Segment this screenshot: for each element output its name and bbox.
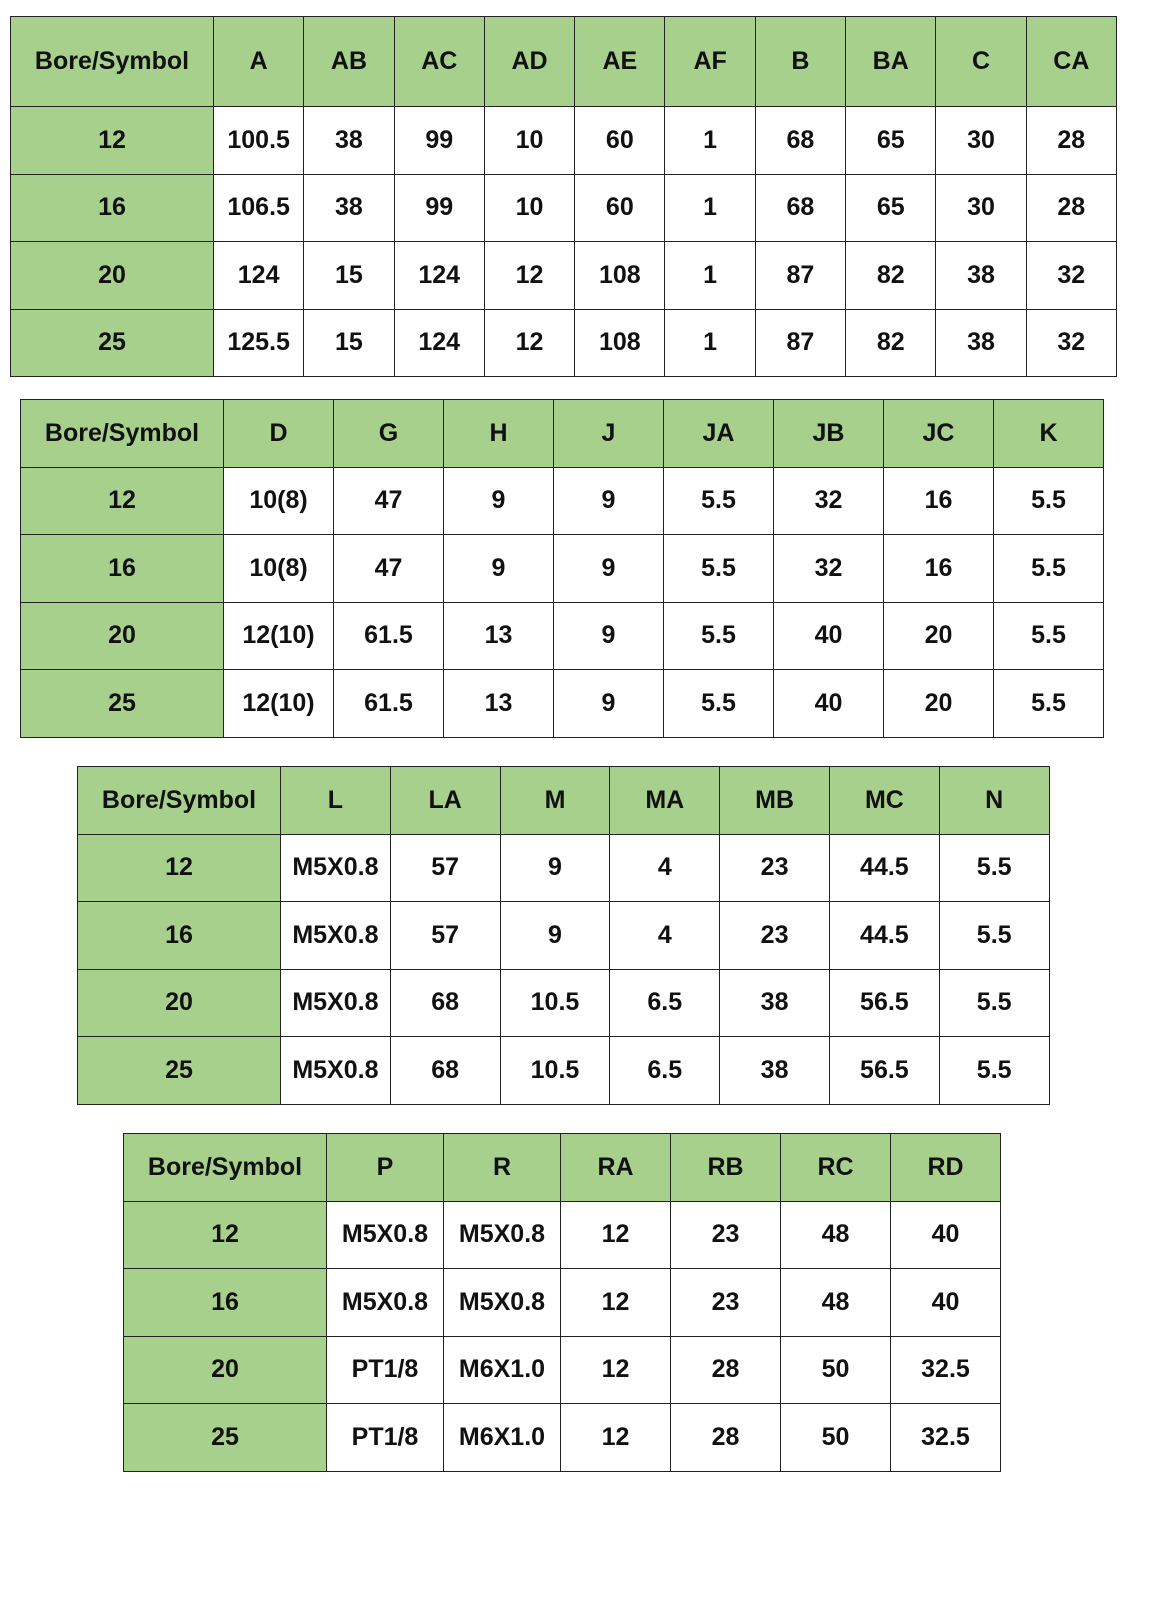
column-header: H xyxy=(444,400,554,468)
dimension-cell: 13 xyxy=(444,670,554,738)
column-header: R xyxy=(444,1134,561,1202)
dimension-cell: 16 xyxy=(884,535,994,603)
header-row xyxy=(11,17,1117,107)
dimension-cell: 38 xyxy=(720,1037,830,1105)
dimension-cell: 32 xyxy=(774,467,884,535)
dimension-table-3 xyxy=(77,766,1050,1105)
dimension-cell: 1 xyxy=(665,242,755,310)
column-header: MA xyxy=(610,767,720,835)
dimension-cell: 32 xyxy=(1026,309,1116,377)
dimension-cell: 124 xyxy=(214,242,304,310)
dimension-cell: 32 xyxy=(1026,242,1116,310)
table-row xyxy=(11,107,1117,175)
bore-size-cell: 12 xyxy=(124,1201,327,1269)
table-row xyxy=(78,1037,1050,1105)
column-header: D xyxy=(224,400,334,468)
column-header: N xyxy=(939,767,1049,835)
dimension-table-1 xyxy=(10,16,1117,377)
dimension-cell: 82 xyxy=(846,242,936,310)
column-header: AB xyxy=(304,17,394,107)
dimension-cell: 108 xyxy=(575,242,665,310)
table-row xyxy=(124,1404,1001,1472)
dimension-cell: 12 xyxy=(484,309,574,377)
column-header: RB xyxy=(671,1134,781,1202)
dimension-cell: M5X0.8 xyxy=(444,1201,561,1269)
bore-symbol-header: Bore/Symbol xyxy=(124,1134,327,1202)
column-header: JA xyxy=(664,400,774,468)
table-row xyxy=(78,969,1050,1037)
bore-symbol-header: Bore/Symbol xyxy=(11,17,214,107)
dimension-cell: 9 xyxy=(500,834,610,902)
column-header: AF xyxy=(665,17,755,107)
column-header: CA xyxy=(1026,17,1116,107)
column-header: AD xyxy=(484,17,574,107)
table-row xyxy=(124,1269,1001,1337)
dimension-cell: 9 xyxy=(554,467,664,535)
dimension-cell: 57 xyxy=(390,834,500,902)
dimension-cell: 61.5 xyxy=(334,602,444,670)
dimension-cell: 5.5 xyxy=(994,602,1104,670)
dimension-cell: 12 xyxy=(561,1201,671,1269)
dimension-cell: 9 xyxy=(554,535,664,603)
column-header: B xyxy=(755,17,845,107)
bore-size-cell: 12 xyxy=(78,834,281,902)
bore-size-cell: 16 xyxy=(21,535,224,603)
dimension-cell: 48 xyxy=(781,1201,891,1269)
table-row xyxy=(78,902,1050,970)
dimension-table-4 xyxy=(123,1133,1001,1472)
dimension-cell: 50 xyxy=(781,1336,891,1404)
column-header: L xyxy=(281,767,391,835)
dimension-cell: 15 xyxy=(304,242,394,310)
column-header: C xyxy=(936,17,1026,107)
column-header: RA xyxy=(561,1134,671,1202)
dimension-cell: 124 xyxy=(394,309,484,377)
dimension-cell: 28 xyxy=(671,1404,781,1472)
dimension-cell: 12 xyxy=(484,242,574,310)
dimension-cell: M5X0.8 xyxy=(327,1269,444,1337)
column-header: JC xyxy=(884,400,994,468)
dimension-cell: M5X0.8 xyxy=(281,834,391,902)
dimension-cell: 4 xyxy=(610,902,720,970)
dimension-cell: 65 xyxy=(846,107,936,175)
dimension-cell: 10.5 xyxy=(500,1037,610,1105)
column-header: AC xyxy=(394,17,484,107)
dimension-cell: 108 xyxy=(575,309,665,377)
bore-size-cell: 16 xyxy=(124,1269,327,1337)
dimension-cell: 12 xyxy=(561,1269,671,1337)
bore-size-cell: 16 xyxy=(78,902,281,970)
dimension-cell: 5.5 xyxy=(994,467,1104,535)
dimension-cell: 23 xyxy=(720,834,830,902)
bore-size-cell: 20 xyxy=(78,969,281,1037)
dimension-cell: 65 xyxy=(846,174,936,242)
bore-symbol-header: Bore/Symbol xyxy=(78,767,281,835)
dimension-cell: 10(8) xyxy=(224,467,334,535)
dimension-cell: 87 xyxy=(755,242,845,310)
dimension-cell: 56.5 xyxy=(829,1037,939,1105)
dimension-cell: M5X0.8 xyxy=(327,1201,444,1269)
dimension-cell: 16 xyxy=(884,467,994,535)
dimension-cell: 28 xyxy=(1026,174,1116,242)
bore-size-cell: 12 xyxy=(11,107,214,175)
dimension-cell: 1 xyxy=(665,174,755,242)
bore-size-cell: 20 xyxy=(11,242,214,310)
dimension-cell: 1 xyxy=(665,309,755,377)
dimension-cell: M6X1.0 xyxy=(444,1336,561,1404)
dimension-cell: 5.5 xyxy=(994,670,1104,738)
dimension-cell: 50 xyxy=(781,1404,891,1472)
dimension-cell: 12 xyxy=(561,1404,671,1472)
table-row xyxy=(124,1201,1001,1269)
table-row xyxy=(124,1336,1001,1404)
column-header: K xyxy=(994,400,1104,468)
bore-size-cell: 16 xyxy=(11,174,214,242)
dimension-cell: 68 xyxy=(755,107,845,175)
dimension-cell: 40 xyxy=(774,602,884,670)
header-row xyxy=(78,767,1050,835)
dimension-cell: 106.5 xyxy=(214,174,304,242)
dimension-cell: 23 xyxy=(671,1269,781,1337)
dimension-cell: 6.5 xyxy=(610,969,720,1037)
column-header: MB xyxy=(720,767,830,835)
dimension-cell: 60 xyxy=(575,107,665,175)
dimension-cell: 56.5 xyxy=(829,969,939,1037)
dimension-cell: 10 xyxy=(484,174,574,242)
dimension-cell: 68 xyxy=(390,969,500,1037)
dimension-cell: M5X0.8 xyxy=(281,969,391,1037)
dimension-cell: M6X1.0 xyxy=(444,1404,561,1472)
dimension-cell: 47 xyxy=(334,467,444,535)
dimension-cell: 68 xyxy=(755,174,845,242)
dimension-cell: 60 xyxy=(575,174,665,242)
dimension-cell: 5.5 xyxy=(664,535,774,603)
dimension-cell: 9 xyxy=(500,902,610,970)
dimension-cell: 10 xyxy=(484,107,574,175)
dimension-cell: M5X0.8 xyxy=(281,1037,391,1105)
dimension-cell: 23 xyxy=(671,1201,781,1269)
dimension-table-2 xyxy=(20,399,1104,738)
column-header: J xyxy=(554,400,664,468)
dimension-cell: 9 xyxy=(444,467,554,535)
dimension-cell: 30 xyxy=(936,107,1026,175)
column-header: BA xyxy=(846,17,936,107)
dimension-cell: 99 xyxy=(394,107,484,175)
dimension-cell: 5.5 xyxy=(939,1037,1049,1105)
dimension-cell: 9 xyxy=(444,535,554,603)
dimension-cell: 125.5 xyxy=(214,309,304,377)
column-header: RD xyxy=(891,1134,1001,1202)
table-row xyxy=(21,602,1104,670)
table-row xyxy=(21,535,1104,603)
column-header: RC xyxy=(781,1134,891,1202)
dimension-cell: 61.5 xyxy=(334,670,444,738)
dimension-cell: 38 xyxy=(304,107,394,175)
dimension-cell: 44.5 xyxy=(829,834,939,902)
dimension-cell: 38 xyxy=(936,309,1026,377)
dimension-cell: 5.5 xyxy=(664,670,774,738)
dimension-cell: 5.5 xyxy=(939,969,1049,1037)
dimension-cell: 40 xyxy=(891,1269,1001,1337)
dimension-cell: 28 xyxy=(671,1336,781,1404)
dimension-cell: 13 xyxy=(444,602,554,670)
dimension-cell: 32 xyxy=(774,535,884,603)
dimension-cell: M5X0.8 xyxy=(281,902,391,970)
dimension-cell: 32.5 xyxy=(891,1404,1001,1472)
bore-size-cell: 20 xyxy=(21,602,224,670)
dimension-cell: 5.5 xyxy=(994,535,1104,603)
dimension-cell: 48 xyxy=(781,1269,891,1337)
dimension-cell: 9 xyxy=(554,670,664,738)
column-header: MC xyxy=(829,767,939,835)
bore-size-cell: 12 xyxy=(21,467,224,535)
bore-size-cell: 25 xyxy=(124,1404,327,1472)
table-row xyxy=(78,834,1050,902)
dimension-cell: 12(10) xyxy=(224,602,334,670)
bore-size-cell: 25 xyxy=(11,309,214,377)
dimension-cell: 38 xyxy=(936,242,1026,310)
dimension-cell: 30 xyxy=(936,174,1026,242)
dimension-cell: 12(10) xyxy=(224,670,334,738)
dimension-cell: 99 xyxy=(394,174,484,242)
dimension-cell: 1 xyxy=(665,107,755,175)
bore-symbol-header: Bore/Symbol xyxy=(21,400,224,468)
dimension-cell: 57 xyxy=(390,902,500,970)
dimension-cell: 15 xyxy=(304,309,394,377)
dimension-cell: 10.5 xyxy=(500,969,610,1037)
dimension-cell: 38 xyxy=(720,969,830,1037)
dimension-cell: 5.5 xyxy=(664,602,774,670)
dimension-cell: 5.5 xyxy=(939,902,1049,970)
dimension-cell: 9 xyxy=(554,602,664,670)
table-row xyxy=(11,174,1117,242)
dimension-cell: PT1/8 xyxy=(327,1404,444,1472)
dimension-cell: 44.5 xyxy=(829,902,939,970)
dimension-cell: 47 xyxy=(334,535,444,603)
column-header: G xyxy=(334,400,444,468)
dimension-cell: 32.5 xyxy=(891,1336,1001,1404)
dimension-cell: 40 xyxy=(774,670,884,738)
header-row xyxy=(124,1134,1001,1202)
column-header: JB xyxy=(774,400,884,468)
bore-size-cell: 25 xyxy=(78,1037,281,1105)
dimension-cell: 87 xyxy=(755,309,845,377)
dimension-cell: 12 xyxy=(561,1336,671,1404)
table-row xyxy=(11,309,1117,377)
column-header: A xyxy=(214,17,304,107)
dimension-cell: PT1/8 xyxy=(327,1336,444,1404)
header-row xyxy=(21,400,1104,468)
dimension-cell: 10(8) xyxy=(224,535,334,603)
dimension-cell: 20 xyxy=(884,670,994,738)
dimension-cell: M5X0.8 xyxy=(444,1269,561,1337)
dimension-cell: 5.5 xyxy=(939,834,1049,902)
column-header: LA xyxy=(390,767,500,835)
dimension-cell: 100.5 xyxy=(214,107,304,175)
dimension-cell: 23 xyxy=(720,902,830,970)
dimension-cell: 82 xyxy=(846,309,936,377)
table-row xyxy=(21,467,1104,535)
table-row xyxy=(21,670,1104,738)
dimension-cell: 38 xyxy=(304,174,394,242)
column-header: AE xyxy=(575,17,665,107)
bore-size-cell: 25 xyxy=(21,670,224,738)
dimension-cell: 4 xyxy=(610,834,720,902)
column-header: M xyxy=(500,767,610,835)
table-row xyxy=(11,242,1117,310)
dimension-cell: 6.5 xyxy=(610,1037,720,1105)
dimension-cell: 124 xyxy=(394,242,484,310)
dimension-cell: 40 xyxy=(891,1201,1001,1269)
bore-size-cell: 20 xyxy=(124,1336,327,1404)
dimension-cell: 28 xyxy=(1026,107,1116,175)
dimension-cell: 68 xyxy=(390,1037,500,1105)
column-header: P xyxy=(327,1134,444,1202)
dimension-cell: 20 xyxy=(884,602,994,670)
dimension-cell: 5.5 xyxy=(664,467,774,535)
